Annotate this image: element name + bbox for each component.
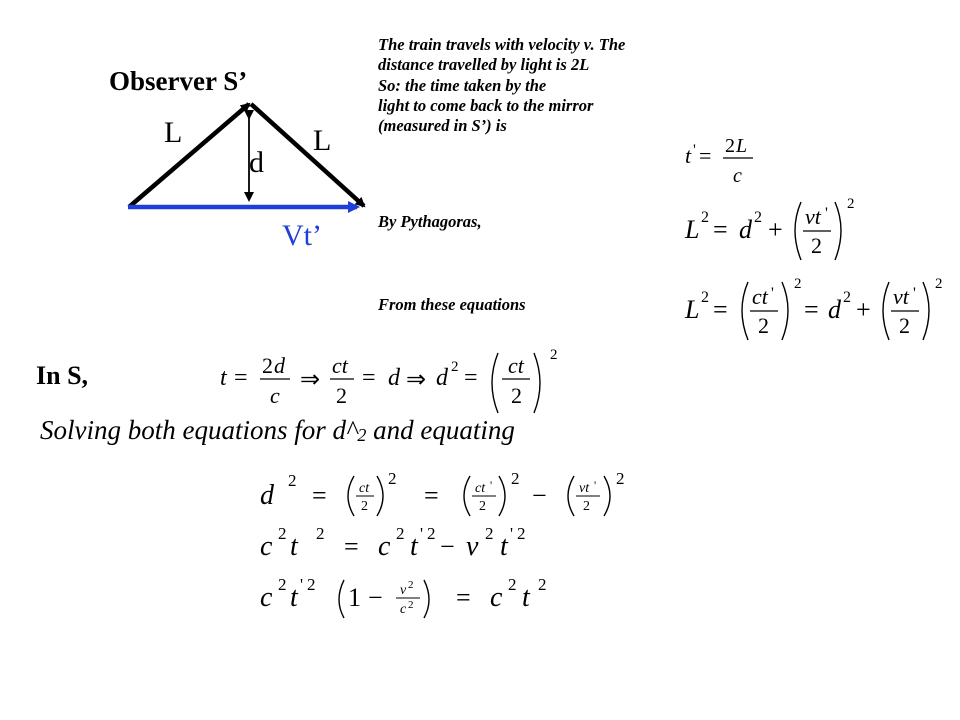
svg-text:': ' <box>825 205 828 222</box>
svg-text:2: 2 <box>847 196 855 212</box>
svg-text:2: 2 <box>336 383 347 408</box>
svg-text:−: − <box>532 481 547 510</box>
svg-text:=: = <box>456 583 471 612</box>
svg-text:2: 2 <box>517 524 526 543</box>
light-path-down <box>251 104 364 206</box>
svg-text:c: c <box>400 602 407 617</box>
svg-text:d: d <box>739 215 752 244</box>
svg-text:2: 2 <box>843 289 851 306</box>
svg-text:2: 2 <box>262 353 273 378</box>
svg-text:=: = <box>464 365 478 391</box>
svg-text:ct: ct <box>508 353 524 378</box>
svg-text:2: 2 <box>408 599 414 611</box>
svg-text:d: d <box>260 480 274 511</box>
svg-text:c: c <box>378 531 391 562</box>
svg-text:t: t <box>410 531 418 562</box>
svg-text:v: v <box>466 531 479 562</box>
svg-text:2: 2 <box>278 524 287 543</box>
svg-text:t: t <box>290 531 298 562</box>
svg-text:L: L <box>685 295 700 324</box>
svg-text:2: 2 <box>583 499 590 514</box>
note-from-equations: From these equations <box>378 295 526 314</box>
solving-sub: 2 <box>357 425 367 445</box>
svg-text:c: c <box>733 165 742 187</box>
svg-text:ct: ct <box>475 481 486 496</box>
svg-text:t: t <box>290 582 298 613</box>
svg-text:': ' <box>594 478 597 492</box>
svg-text:2: 2 <box>725 135 735 157</box>
notes-block <box>378 35 625 136</box>
svg-text:2: 2 <box>451 359 459 375</box>
note-pythagoras: By Pythagoras, <box>378 212 482 231</box>
svg-text:t: t <box>500 531 508 562</box>
svg-text:c: c <box>490 582 503 613</box>
svg-text:ct: ct <box>332 353 348 378</box>
svg-text:ct: ct <box>359 481 370 496</box>
svg-text:d: d <box>388 365 400 391</box>
svg-text:L: L <box>685 215 700 244</box>
svg-text:⇒: ⇒ <box>300 367 321 393</box>
svg-text:vt: vt <box>579 481 590 496</box>
svg-text:d: d <box>828 295 841 324</box>
svg-text:': ' <box>510 524 514 543</box>
svg-text:=: = <box>234 365 248 391</box>
svg-text:−: − <box>440 532 455 561</box>
svg-text:2: 2 <box>935 276 943 292</box>
equation-combined <box>685 266 950 346</box>
note-line-4: light to come back to the mirror <box>378 95 594 115</box>
svg-text:2: 2 <box>511 469 520 488</box>
note-line-2: distance travelled by light is 2L <box>378 55 590 75</box>
svg-text:=: = <box>804 295 819 324</box>
svg-text:2: 2 <box>754 209 762 226</box>
svg-text:2: 2 <box>758 313 769 338</box>
svg-text:=: = <box>312 481 327 510</box>
note-line-3: So: the time taken by the <box>378 75 547 95</box>
in-s-label: In S, <box>36 361 89 390</box>
svg-text:c: c <box>270 383 280 408</box>
height-label: d <box>249 146 264 179</box>
svg-text:2: 2 <box>616 469 625 488</box>
svg-text:2: 2 <box>288 471 297 490</box>
svg-text:L: L <box>736 135 748 157</box>
equation-c-t-squared <box>260 525 560 565</box>
svg-text:c: c <box>260 531 273 562</box>
svg-text:2: 2 <box>550 347 558 363</box>
equation-dilation <box>260 572 560 620</box>
side-left-label: L <box>164 116 183 149</box>
svg-text:=: = <box>344 532 359 561</box>
svg-text:2: 2 <box>899 313 910 338</box>
svg-text:=: = <box>362 365 376 391</box>
svg-text:': ' <box>693 142 696 159</box>
svg-text:2: 2 <box>408 579 414 591</box>
svg-text:2: 2 <box>511 383 522 408</box>
svg-text:c: c <box>260 582 273 613</box>
svg-text:=: = <box>424 481 439 510</box>
svg-text:': ' <box>420 524 424 543</box>
solving-tail: and equating <box>366 415 515 445</box>
equation-time-prime <box>683 133 763 187</box>
svg-text:': ' <box>490 478 493 492</box>
side-right-label: L <box>313 124 332 157</box>
svg-text:2: 2 <box>307 575 316 594</box>
note-line-1: The train travels with velocity v. The <box>378 35 626 54</box>
base-label: Vt’ <box>282 219 322 252</box>
svg-text:d: d <box>436 365 448 391</box>
svg-text:⇒: ⇒ <box>406 367 427 393</box>
svg-text:2: 2 <box>396 524 405 543</box>
svg-text:t: t <box>685 143 692 168</box>
svg-text:=: = <box>713 295 728 324</box>
equation-in-s <box>220 345 565 417</box>
svg-text:2: 2 <box>278 575 287 594</box>
svg-text:ct: ct <box>752 284 768 309</box>
solving-text: Solving both equations for d^ <box>40 415 358 445</box>
svg-text:2: 2 <box>701 209 709 226</box>
svg-text:2: 2 <box>811 233 822 258</box>
svg-text:2: 2 <box>388 469 397 488</box>
svg-text:': ' <box>913 285 916 302</box>
svg-text:1: 1 <box>348 583 361 612</box>
svg-text:2: 2 <box>427 524 436 543</box>
svg-text:vt: vt <box>805 204 821 229</box>
light-path-up <box>129 104 249 207</box>
svg-text:+: + <box>856 295 871 324</box>
svg-text:': ' <box>300 575 304 594</box>
svg-text:vt: vt <box>893 284 909 309</box>
observer-label: Observer S’ <box>109 66 248 96</box>
equation-d-squared <box>260 470 640 518</box>
svg-text:+: + <box>768 215 783 244</box>
svg-text:v: v <box>400 583 407 598</box>
svg-text:t: t <box>522 582 530 613</box>
note-line-5: (measured in S’) is <box>378 116 507 136</box>
svg-text:t: t <box>220 365 227 391</box>
svg-text:2: 2 <box>479 499 486 514</box>
svg-text:=: = <box>699 143 712 168</box>
svg-text:2: 2 <box>794 276 802 292</box>
svg-text:2: 2 <box>538 575 547 594</box>
svg-text:2: 2 <box>701 289 709 306</box>
svg-text:=: = <box>713 215 728 244</box>
svg-text:d: d <box>274 353 285 378</box>
svg-text:2: 2 <box>508 575 517 594</box>
svg-text:2: 2 <box>316 524 325 543</box>
equation-pythagoras <box>685 188 860 268</box>
svg-text:−: − <box>368 583 383 612</box>
solving-statement <box>40 415 515 446</box>
svg-text:2: 2 <box>485 524 494 543</box>
svg-text:2: 2 <box>361 499 368 514</box>
svg-text:': ' <box>771 285 774 302</box>
